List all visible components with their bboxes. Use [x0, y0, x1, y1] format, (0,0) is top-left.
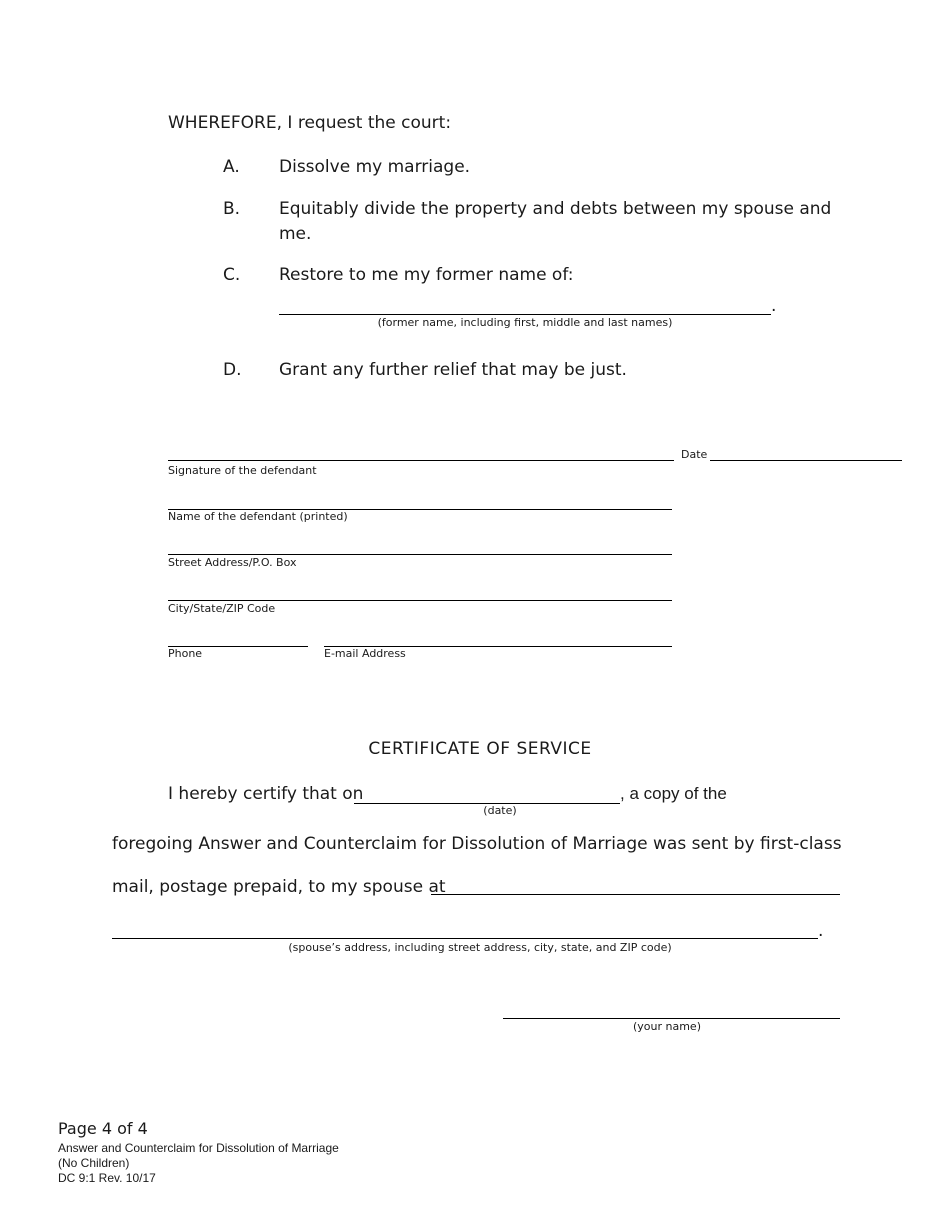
wherefore-intro: WHEREFORE, I request the court: [168, 113, 452, 133]
spouse-address-caption: (spouse’s address, including street address, city, state, and ZIP code) [288, 941, 672, 954]
spouse-address-field-line2[interactable] [112, 938, 818, 939]
street-address-label: Street Address/P.O. Box [168, 556, 297, 569]
item-b-text-line1: Equitably divide the property and debts between my spouse and [279, 199, 832, 219]
defendant-name-label: Name of the defendant (printed) [168, 510, 348, 523]
date-field[interactable] [710, 460, 902, 461]
item-c-letter: C. [223, 265, 241, 285]
date-label: Date [681, 448, 708, 461]
city-state-zip-field[interactable] [168, 600, 672, 601]
your-name-field[interactable] [503, 1018, 840, 1019]
item-d-text: Grant any further relief that may be just. [279, 360, 627, 380]
street-address-field[interactable] [168, 554, 672, 555]
footer-form-code: DC 9:1 Rev. 10/17 [58, 1171, 156, 1185]
your-name-caption: (your name) [632, 1020, 701, 1033]
certify-suffix: , a copy of the [620, 784, 727, 803]
certify-line2: foregoing Answer and Counterclaim for Dissolution of Marriage was sent by first-class [112, 834, 842, 854]
certify-line3-prefix: mail, postage prepaid, to my spouse at [112, 877, 446, 897]
signature-field[interactable] [168, 460, 674, 461]
spouse-address-field-line1[interactable] [431, 894, 840, 895]
city-state-zip-label: City/State/ZIP Code [168, 602, 276, 615]
former-name-field[interactable] [279, 314, 771, 315]
footer-subtitle: (No Children) [58, 1156, 130, 1170]
item-b-letter: B. [223, 199, 241, 219]
item-d-letter: D. [223, 360, 242, 380]
item-b-text-line2: me. [279, 224, 312, 244]
email-label: E-mail Address [324, 647, 406, 660]
signature-label: Signature of the defendant [168, 464, 317, 477]
item-a-letter: A. [223, 157, 240, 177]
former-name-period: . [771, 296, 777, 316]
item-a-text: Dissolve my marriage. [279, 157, 471, 177]
certify-prefix: I hereby certify that on [168, 784, 364, 804]
page-number: Page 4 of 4 [58, 1119, 148, 1138]
address-period: . [818, 921, 824, 941]
service-date-caption: (date) [483, 804, 517, 817]
footer-form-title: Answer and Counterclaim for Dissolution of Marriage [58, 1141, 339, 1155]
former-name-caption: (former name, including first, middle and last names) [377, 316, 673, 329]
phone-label: Phone [168, 647, 203, 660]
certificate-title: CERTIFICATE OF SERVICE [368, 739, 592, 759]
item-c-text: Restore to me my former name of: [279, 265, 574, 285]
